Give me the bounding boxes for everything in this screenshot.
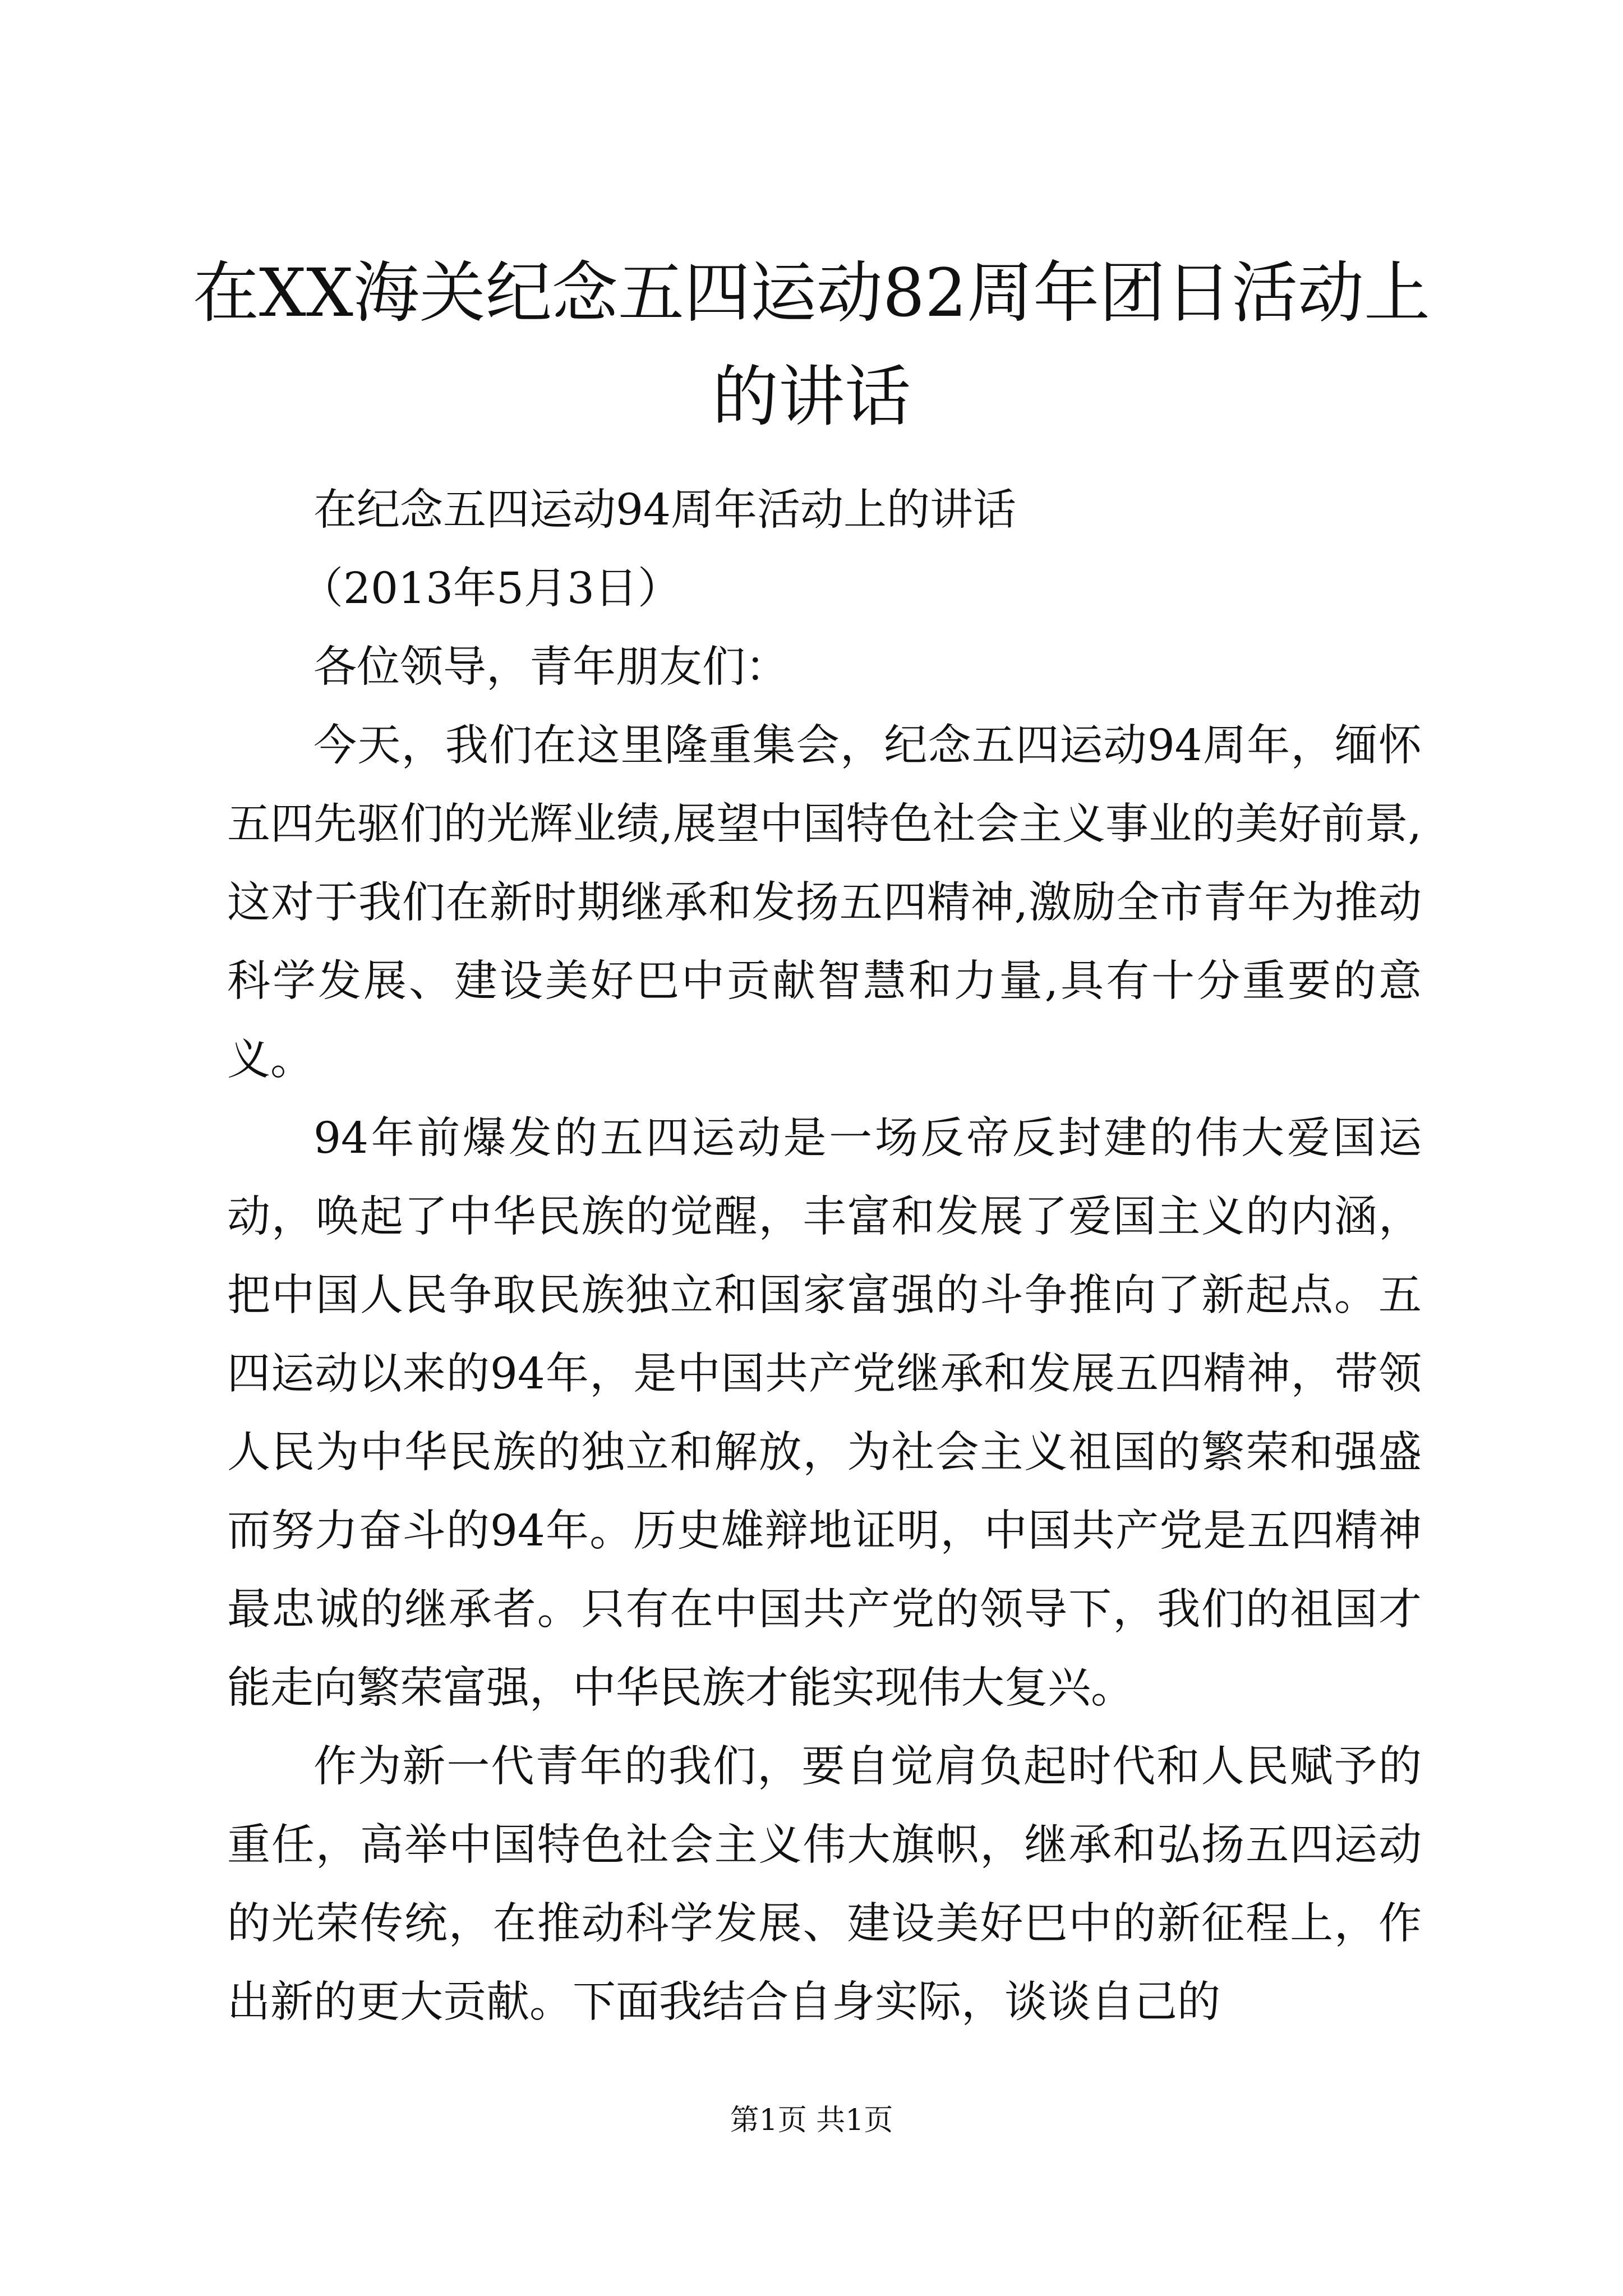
document-title: 在XX海关纪念五四运动82周年团日活动上的讲话 [192,254,1431,435]
speech-subtitle: 在纪念五四运动94周年活动上的讲话 [313,485,1016,535]
paragraph-2: 94年前爆发的五四运动是一场反帝反封建的伟大爱国运动，唤起了中华民族的觉醒，丰富和发展了爱国主义的内涵，把中国人民争取民族独立和国家富强的斗争推向了新起点。五四运动以来的94年，是中国共产党继承和发展五四精神，带领人民为中华民族的独立和解放，为社会主义祖国的繁荣和强盛而努力奋斗的94年。历史雄辩地证明，中国共产党是五四精神最忠诚的继承者。只有在中国共产党的领导下，我们的祖国才能走向繁荣富强，中华民族才能实现伟大复兴。 [227,1114,1422,1713]
paragraph-1: 今天，我们在这里隆重集会，纪念五四运动94周年，缅怀五四先驱们的光辉业绩,展望中国特色社会主义事业的美好前景,这对于我们在新时期继承和发扬五四精神,激励全市青年为推动科学发展、建设美好巴中贡献智慧和力量,具有十分重要的意义。 [227,721,1422,1085]
page-footer: 第1页 共1页 [730,2104,893,2137]
speech-date: （2013年5月3日） [300,564,681,614]
document-body [227,471,1422,2042]
salutation: 各位领导，青年朋友们： [313,642,789,692]
paragraph-3: 作为新一代青年的我们，要自觉肩负起时代和人民赋予的重任，高举中国特色社会主义伟大旗帜，继承和弘扬五四运动的光荣传统，在推动科学发展、建设美好巴中的新征程上，作出新的更大贡献。下面我结合自身实际，谈谈自己的 [227,1742,1422,2027]
